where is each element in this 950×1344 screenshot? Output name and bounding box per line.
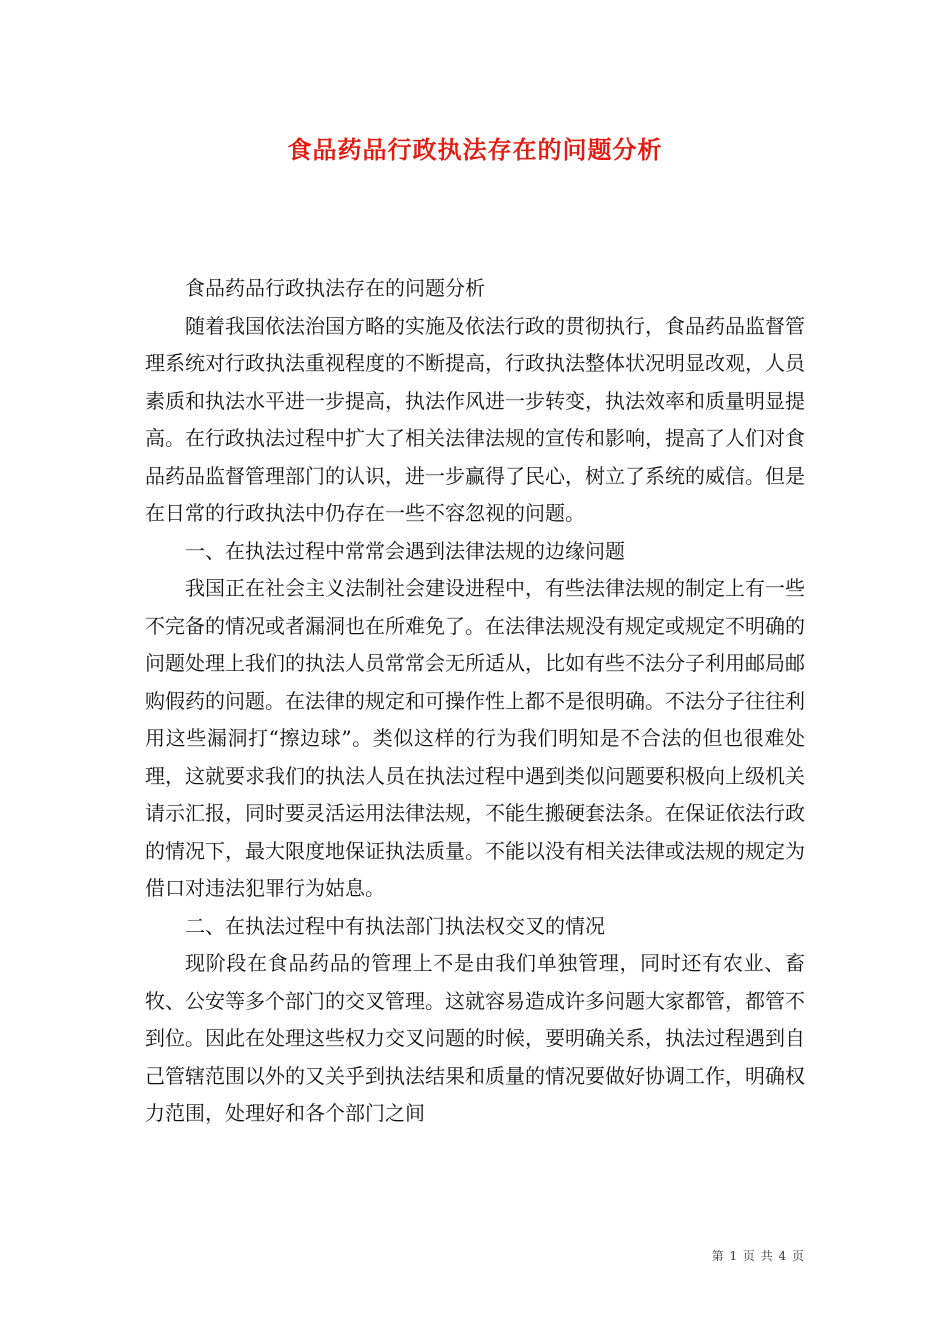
section-heading-2: 二、在执法过程中有执法部门执法权交叉的情况 (185, 913, 605, 938)
paragraph-heading: 食品药品行政执法存在的问题分析 (185, 276, 485, 300)
page-number-footer: 第 1 页 共 4 页 (711, 1249, 805, 1263)
paragraph-section-2: 现阶段在食品药品的管理上不是由我们单独管理，同时还有农业、畜牧、公安等多个部门的交叉管理。这就容易造成许多问题大家都管，都管不到位。因此在处理这些权力交叉问题的时候，要明确关系，执法过程遇到自己管辖范围以外的又关乎到执法结果和质量的情况要做好协调工作，明确权力范围，处理好和各个部门之间 (145, 951, 805, 1125)
section-heading-1: 一、在执法过程中常常会遇到法律法规的边缘问题 (185, 538, 625, 563)
paragraph-section-1: 我国正在社会主义法制社会建设进程中，有些法律法规的制定上有一些不完备的情况或者漏洞也在所难免了。在法律法规没有规定或规定不明确的问题处理上我们的执法人员常常会无所适从，比如有些不法分子利用邮局邮购假药的问题。在法律的规定和可操作性上都不是很明确。不法分子往往利用这些漏洞打“擦边球”。类似这样的行为我们明知是不合法的但也很难处理，这就要求我们的执法人员在执法过程中遇到类似问题要积极向上级机关请示汇报，同时要灵活运用法律法规，不能生搬硬套法条。在保证依法行政的情况下，最大限度地保证执法质量。不能以没有相关法律或法规的规定为借口对违法犯罪行为姑息。 (145, 576, 805, 900)
paragraph-intro: 随着我国依法治国方略的实施及依法行政的贯彻执行，食品药品监督管理系统对行政执法重视程度的不断提高，行政执法整体状况明显改观，人员素质和执法水平进一步提高，执法作风进一步转变，执法效率和质量明显提高。在行政执法过程中扩大了相关法律法规的宣传和影响，提高了人们对食品药品监督管理部门的认识，进一步赢得了民心，树立了系统的威信。但是在日常的行政执法中仍存在一些不容忽视的问题。 (145, 313, 805, 525)
document-body (145, 270, 805, 1133)
page-title: 食品药品行政执法存在的问题分析 (287, 135, 663, 164)
